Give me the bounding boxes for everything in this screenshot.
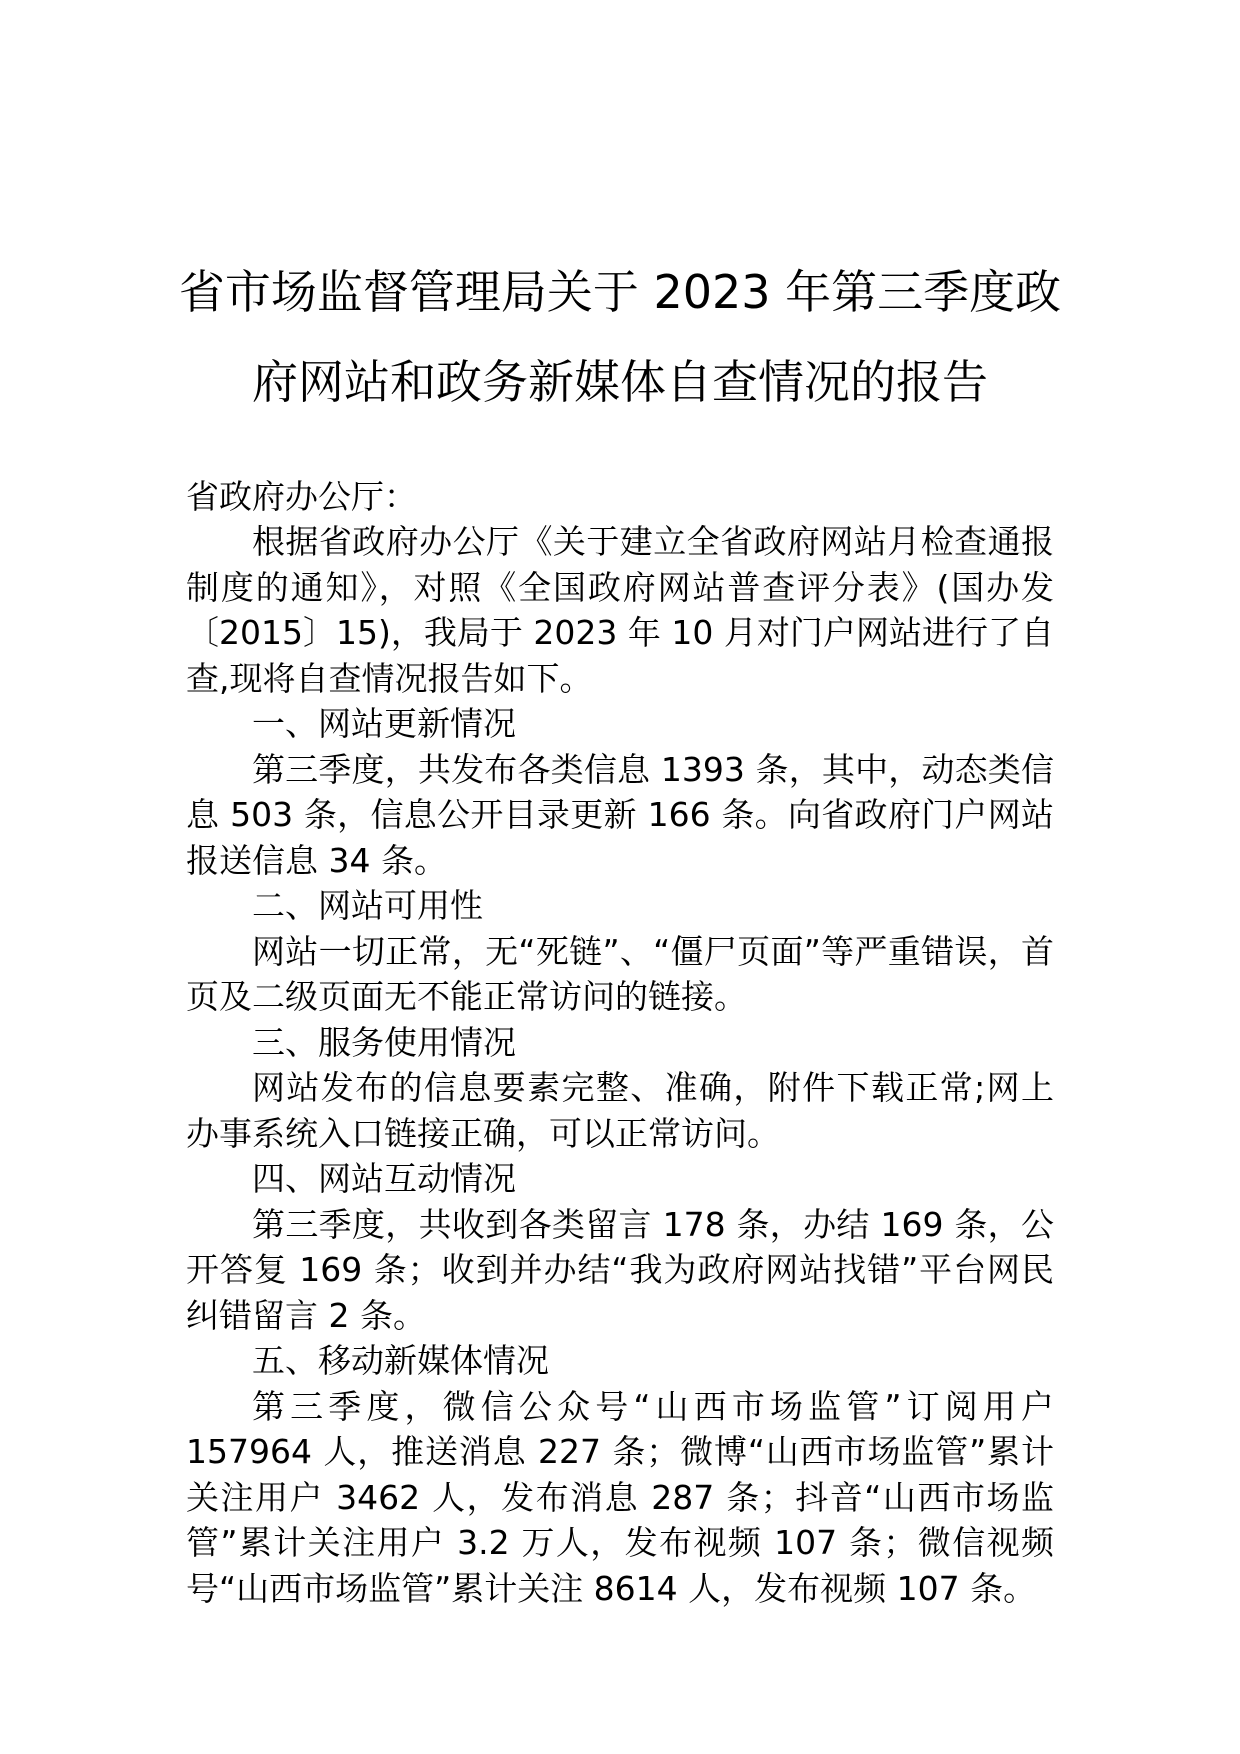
section-body-2: 网站一切正常，无“死链”、“僵尸页面”等严重错误，首页及二级页面无不能正常访问的链接。	[186, 931, 1054, 1016]
intro-paragraph: 根据省政府办公厅《关于建立全省政府网站月检查通报制度的通知》，对照《全国政府网站普查评分表》(国办发〔2015〕15)，我局于 2023 年 10 月对门户网站进行了自查,现将自查情况报告如下。	[186, 522, 1054, 698]
section-heading-3: 三、服务使用情况	[252, 1022, 516, 1062]
section-body-4: 第三季度，共收到各类留言 178 条，办结 169 条，公开答复 169 条；收到并办结“我为政府网站找错”平台网民纠错留言 2 条。	[186, 1204, 1054, 1335]
salutation: 省政府办公厅：	[186, 477, 417, 516]
section-heading-4: 四、网站互动情况	[252, 1159, 516, 1198]
document-body	[186, 519, 1054, 1611]
section-heading-2: 二、网站可用性	[252, 886, 483, 925]
section-heading-1: 一、网站更新情况	[252, 704, 516, 743]
section-body-3: 网站发布的信息要素完整、准确，附件下载正常;网上办事系统入口链接正确，可以正常访问。	[186, 1068, 1054, 1153]
section-body-5: 第三季度，微信公众号“山西市场监管”订阅用户 157964 人，推送消息 227 条；微博“山西市场监管”累计关注用户 3462 人，发布消息 287 条；抖音“山西市场监管”累计关注用户 3.2 万人，发布视频 107 条；微信视频号“山西市场监管”累计关注 8614 人，发布视频 107 条。	[186, 1386, 1054, 1608]
document-title-line-1: 省市场监督管理局关于 2023 年第三季度政	[178, 265, 1062, 319]
section-heading-5: 五、移动新媒体情况	[252, 1341, 549, 1380]
section-body-1: 第三季度，共发布各类信息 1393 条，其中，动态类信息 503 条，信息公开目录更新 166 条。向省政府门户网站报送信息 34 条。	[186, 749, 1054, 880]
document-title-line-2: 府网站和政务新媒体自查情况的报告	[252, 355, 988, 409]
